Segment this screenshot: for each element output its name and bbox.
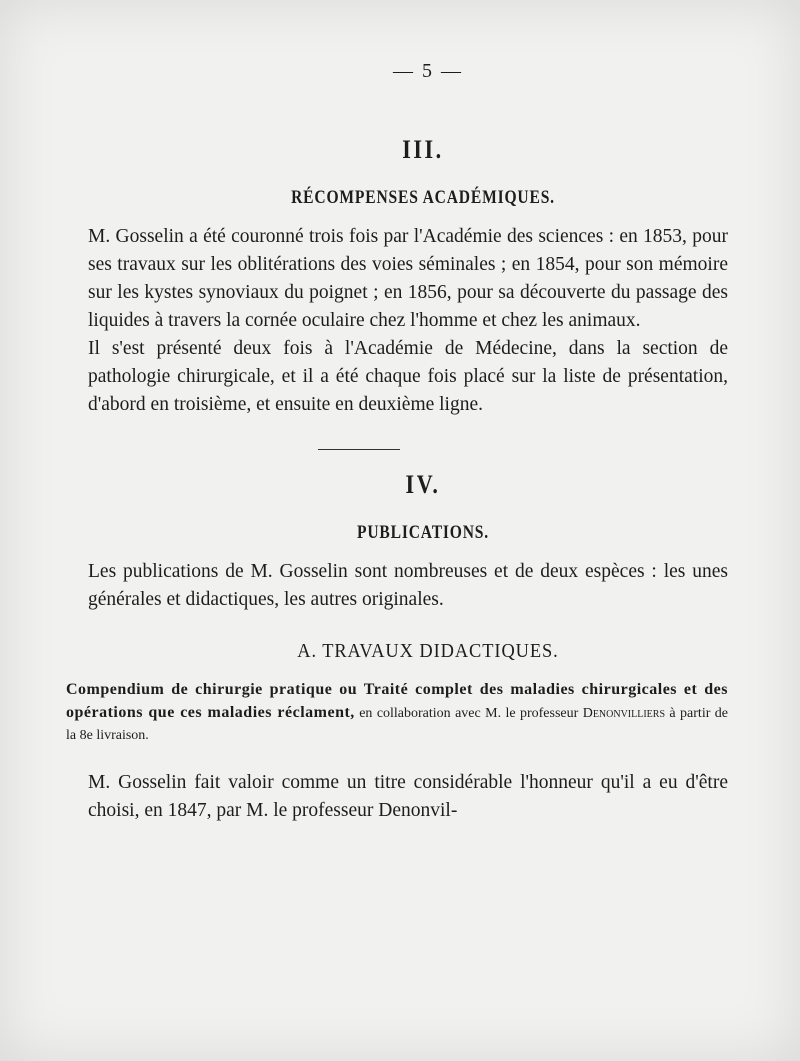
section-title-recompenses: RÉCOMPENSES ACADÉMIQUES. [291, 187, 555, 208]
entry-author-name: Denonvilliers [582, 706, 666, 721]
paragraph-academie-medecine: Il s'est présenté deux fois à l'Académie de Médecine, dans la section de pathologie chirurgicale, et il a été chaque fois placé sur la liste de présentation, d'abord en troisième, et ensuite en deuxième ligne. [88, 338, 728, 415]
paragraph-prizes: M. Gosselin a été couronné trois fois par l'Académie des sciences : en 1853, pour ses travaux sur les oblitérations des voies séminales ; en 1854, pour son mémoire sur les kystes synoviaux du poignet ; en 1856, pour sa découverte du passage des liquides à travers la cornée oculaire chez l'homme et chez les animaux. [88, 226, 728, 331]
section-divider [318, 449, 400, 450]
entry-title: Compendium de chirurgie pratique ou Traité complet des maladies chirurgicales et des opérations que ces maladies réclament, [66, 681, 728, 721]
subheading-travaux-didactiques: A. TRAVAUX DIDACTIQUES. [297, 640, 559, 662]
spacer [88, 747, 728, 769]
section-numeral-3: III. [402, 135, 444, 164]
section-numeral-4: IV. [405, 470, 441, 499]
section-title-publications: PUBLICATIONS. [356, 522, 489, 543]
entry-text-a: en collaboration avec M. le professeur [354, 706, 583, 721]
entry-text-b: à partir de la 8e livraison. [66, 706, 728, 743]
page-content [66, 60, 728, 825]
paragraph-publications-intro: Les publications de M. Gosselin sont nombreuses et de deux espèces : les unes générales et didactiques, les autres originales. [88, 561, 728, 610]
bibliography-entry [66, 679, 728, 747]
page-number: — 5 — [393, 60, 463, 82]
paragraph-honneur: M. Gosselin fait valoir comme un titre considérable l'honneur qu'il a eu d'être choisi, en 1847, par M. le professeur Denonvil- [88, 772, 728, 821]
